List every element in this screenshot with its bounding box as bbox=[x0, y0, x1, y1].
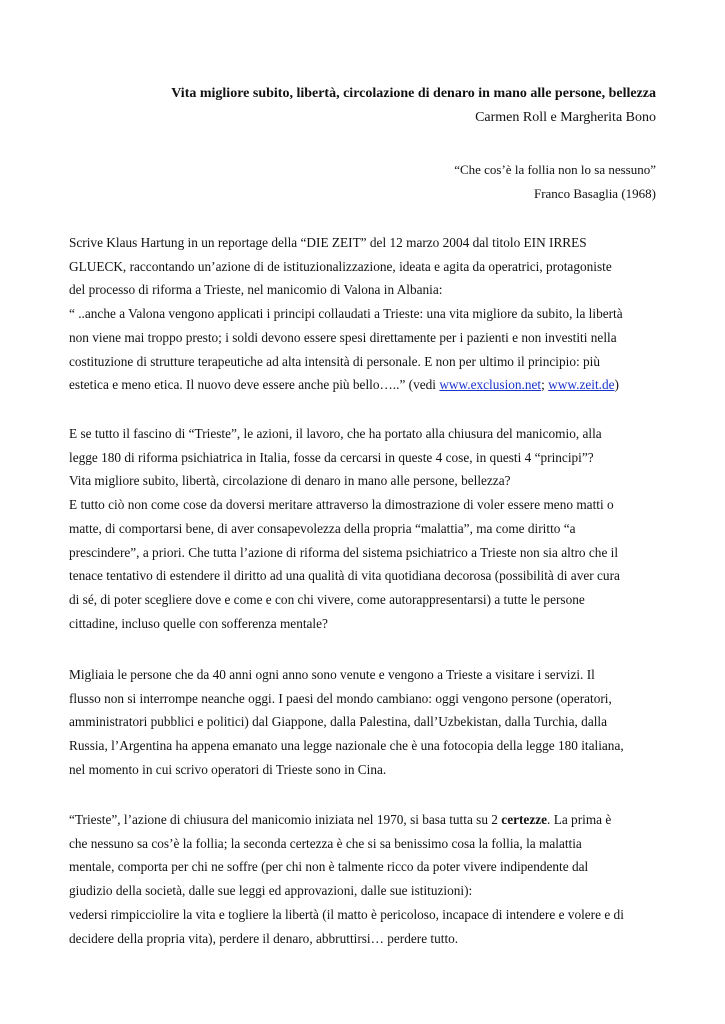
paragraph-line: Migliaia le persone che da 40 anni ogni anno sono venute e vengono a Trieste a visitare i servizi. Il bbox=[69, 667, 595, 682]
paragraph-text: ) bbox=[614, 377, 619, 393]
paragraph-line: del processo di riforma a Trieste, nel manicomio di Valona in Albania: bbox=[69, 282, 443, 298]
paragraph-1 bbox=[69, 231, 659, 397]
paragraph-4 bbox=[69, 808, 659, 950]
paragraph-text: . La prima è bbox=[547, 812, 612, 827]
paragraph-3 bbox=[69, 663, 659, 782]
paragraph-line: E se tutto il fascino di “Trieste”, le azioni, il lavoro, che ha portato alla chiusura del manicomio, alla bbox=[69, 426, 602, 441]
paragraph-line: matte, di comportarsi bene, di aver consapevolezza della propria “malattia”, ma come diritto “a bbox=[69, 520, 576, 536]
paragraph-line: non viene mai troppo presto; i soldi devono essere spesi direttamente per i pazienti e non investiti nella bbox=[69, 329, 617, 345]
paragraph-line: Russia, l’Argentina ha appena emanato una legge nazionale che è una fotocopia della legge 180 italiana, bbox=[69, 738, 624, 754]
link-separator: ; bbox=[541, 377, 549, 393]
paragraph-line: tenace tentativo di estendere il diritto ad una qualità di vita quotidiana decorosa (possibilità di aver cura bbox=[69, 568, 620, 584]
paragraph-line: giudizio della società, dalle sue leggi ed approvazioni, dalle sue istituzioni): bbox=[69, 883, 473, 899]
paragraph-line: “ ..anche a Valona vengono applicati i principi collaudati a Trieste: una vita migliore da subito, la libertà bbox=[69, 306, 623, 322]
exclusion-link[interactable]: www.exclusion.net bbox=[439, 377, 542, 393]
paragraph-line: prescindere”, a priori. Che tutta l’azione di riforma del sistema psichiatrico a Trieste non sia altro che il bbox=[69, 544, 619, 560]
paragraph-text: estetica e meno etica. Il nuovo deve essere anche più bello…..” (vedi bbox=[69, 377, 440, 393]
document-title: Vita migliore subito, libertà, circolazione di denaro in mano alle persone, bellezza bbox=[171, 86, 656, 101]
paragraph-line: nel momento in cui scrivo operatori di Trieste sono in Cina. bbox=[69, 761, 387, 777]
paragraph-line: Vita migliore subito, libertà, circolazione di denaro in mano alle persone, bellezza? bbox=[69, 473, 511, 489]
paragraph-line: mentale, comporta per chi ne soffre (per chi non è talmente ricco da poter vivere indipendente dal bbox=[69, 859, 589, 875]
paragraph-line: decidere della propria vita), perdere il denaro, abbruttirsi… perdere tutto. bbox=[69, 930, 459, 946]
paragraph-line: amministratori pubblici e politici) dal Giappone, dalla Palestina, dall’Uzbekistan, dalla Turchia, dalla bbox=[69, 714, 608, 730]
paragraph-2 bbox=[69, 422, 659, 635]
document-authors: Carmen Roll e Margherita Bono bbox=[475, 110, 656, 125]
paragraph-line: cittadine, incluso quelle con sofferenza mentale? bbox=[69, 615, 328, 631]
paragraph-line: legge 180 di riforma psichiatrica in Italia, fosse da cercarsi in queste 4 cose, in questi 4 “principi”? bbox=[69, 449, 594, 465]
paragraph-line: Scrive Klaus Hartung in un reportage della “DIE ZEIT” del 12 marzo 2004 dal titolo EIN IRRES bbox=[69, 235, 587, 250]
paragraph-line bbox=[69, 373, 659, 397]
epigraph-quote: “Che cos’è la follia non lo sa nessuno” bbox=[454, 162, 656, 177]
paragraph-line: flusso non si interrompe neanche oggi. I paesi del mondo cambiano: oggi vengono persone (operatori, bbox=[69, 690, 612, 706]
paragraph-line: vedersi rimpicciolire la vita e togliere la libertà (il matto è pericoloso, incapace di intendere e volere e di bbox=[69, 906, 624, 922]
paragraph-line bbox=[69, 808, 659, 832]
epigraph-author: Franco Basaglia (1968) bbox=[533, 186, 656, 201]
paragraph-line: costituzione di strutture terapeutiche ad alta intensità di personale. E non per ultimo il principio: più bbox=[69, 353, 600, 369]
paragraph-line: che nessuno sa cos’è la follia; la seconda certezza è che si sa benissimo cosa la follia, la malattia bbox=[69, 835, 582, 851]
paragraph-line: di sé, di poter scegliere dove e come e con chi vivere, come autorappresentarsi) a tutte le persone bbox=[69, 591, 585, 607]
paragraph-line: GLUECK, raccontando un’azione di de istituzionalizzazione, ideata e agita da operatrici, protagoniste bbox=[69, 258, 612, 274]
paragraph-line: E tutto ciò non come cose da doversi meritare attraverso la dimostrazione di voler essere meno matti o bbox=[69, 497, 614, 513]
paragraph-text: “Trieste”, l’azione di chiusura del manicomio iniziata nel 1970, si basa tutta su 2 bbox=[69, 812, 502, 827]
zeit-link[interactable]: www.zeit.de bbox=[548, 377, 615, 393]
emphasis-certezze: certezze bbox=[501, 812, 548, 827]
